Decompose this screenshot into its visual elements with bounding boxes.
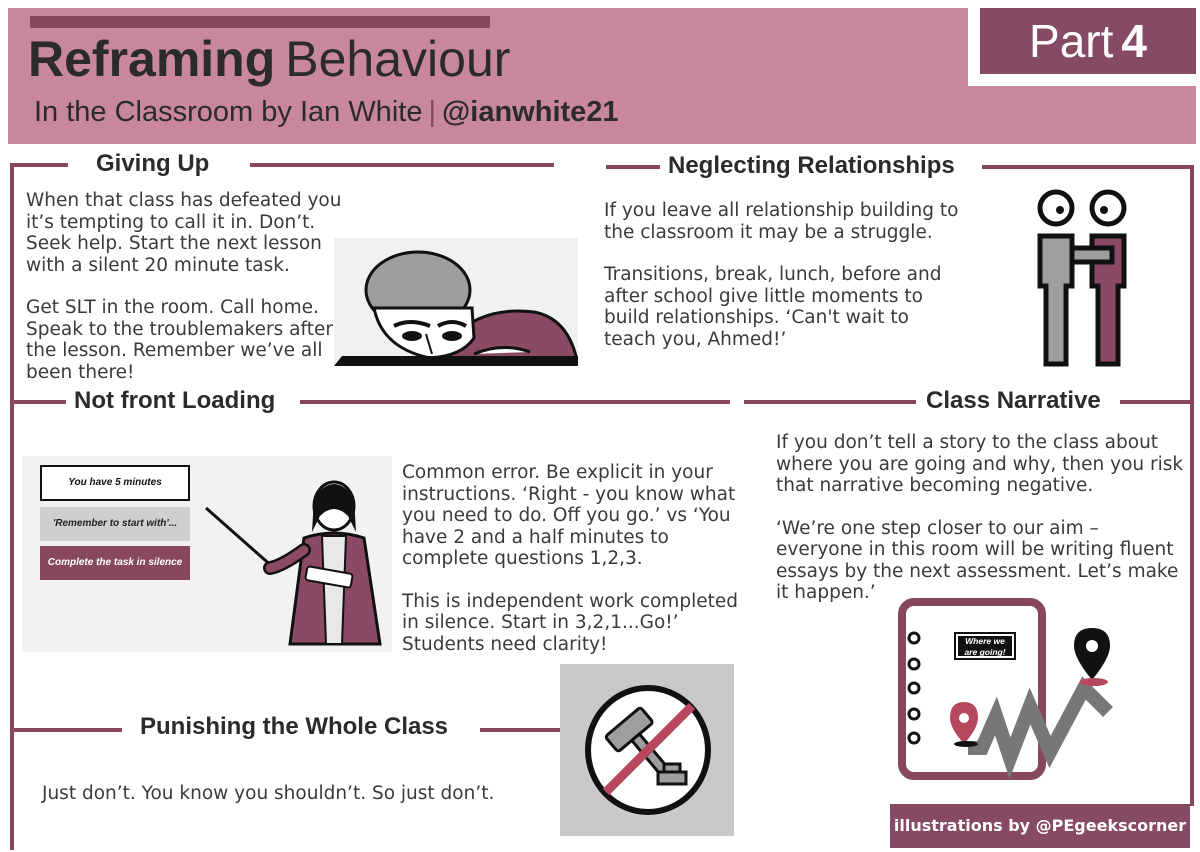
map-notebook-illustration [884,598,1134,782]
punishing-text [42,783,562,826]
subtitle-separator: | [428,96,436,128]
front-loading-text [402,462,754,676]
neglecting-paragraph: If you leave all relationship building to the classroom it may be a struggle. [604,200,959,243]
frame-left-border [10,164,14,850]
section-title-neglecting-relationships: Neglecting Relationships [662,152,961,180]
part-label: Part [1029,15,1114,67]
no-gavel-icon [560,664,734,836]
instruction-card-reminder: 'Remember to start with'... [40,507,190,541]
neglecting-paragraph: Transitions, break, lunch, before and after school give little moments to build relationships. ‘Can't wait to teach you, Ahmed!’ [604,264,942,350]
teacher-with-pointer-illustration [196,476,386,646]
part-badge [980,8,1196,74]
front-loading-paragraph: Common error. Be explicit in your instructions. ‘Right - you know what you need to do. Off you go.’ vs ‘You have 2 and a half minutes to complete questions 1,2,3. [402,462,736,569]
part-number: 4 [1121,15,1147,67]
frame-line [1120,400,1194,404]
title-bold: Reframing [28,31,276,87]
class-narrative-paragraph: ‘We’re one step closer to our aim – everyone in this room will be writing fluent essays by the next assessment. Let’s make it happen.’ [776,517,1179,603]
class-narrative-paragraph: If you don’t tell a story to the class about where you are going and why, then you risk that narrative becoming negative. [776,432,1184,496]
section-title-not-front-loading: Not front Loading [68,387,281,415]
punishing-paragraph: Just don’t. You know you shouldn’t. So just don’t. [42,783,495,804]
subtitle-text: In the Classroom by Ian White [34,96,423,128]
destination-sign-line: Where we [965,636,1005,646]
handshake-people-icon [1026,186,1144,368]
giving-up-paragraph: When that class has defeated you it’s tempting to call it in. Don’t. Seek help. Start the next lesson with a silent 20 minute task. [26,190,342,276]
header-accent-bar [30,16,490,28]
instruction-card-time: You have 5 minutes [40,465,190,501]
section-title-class-narrative: Class Narrative [920,387,1107,415]
frame-right-border [1190,166,1194,806]
destination-sign-line: are going! [964,647,1006,657]
frame-line [10,163,68,167]
frame-line [982,165,1194,169]
frame-line [250,163,554,167]
author-handle: @ianwhite21 [442,96,619,128]
title-light: Behaviour [285,31,511,87]
section-title-giving-up: Giving Up [90,150,215,178]
instruction-card-silence: Complete the task in silence [40,546,190,580]
giving-up-paragraph: Get SLT in the room. Call home. Speak to the troublemakers after the lesson. Remember we’ve all been there! [26,297,333,383]
frame-line [606,165,660,169]
page-subtitle [34,96,619,129]
section-title-punishing-whole-class: Punishing the Whole Class [134,713,454,741]
defeated-teacher-illustration [334,238,578,366]
neglecting-text [604,200,964,371]
frame-line [744,400,916,404]
illustration-credit: illustrations by @PEgeekscorner [890,804,1190,848]
destination-sign [954,632,1016,660]
frame-line [480,728,562,732]
page-title [28,30,510,88]
front-loading-paragraph: This is independent work completed in silence. Start in 3,2,1...Go!’ Students need clarity! [402,590,738,655]
class-narrative-text [776,432,1188,625]
frame-line [300,400,730,404]
frame-line [10,728,122,732]
giving-up-text [26,190,360,404]
